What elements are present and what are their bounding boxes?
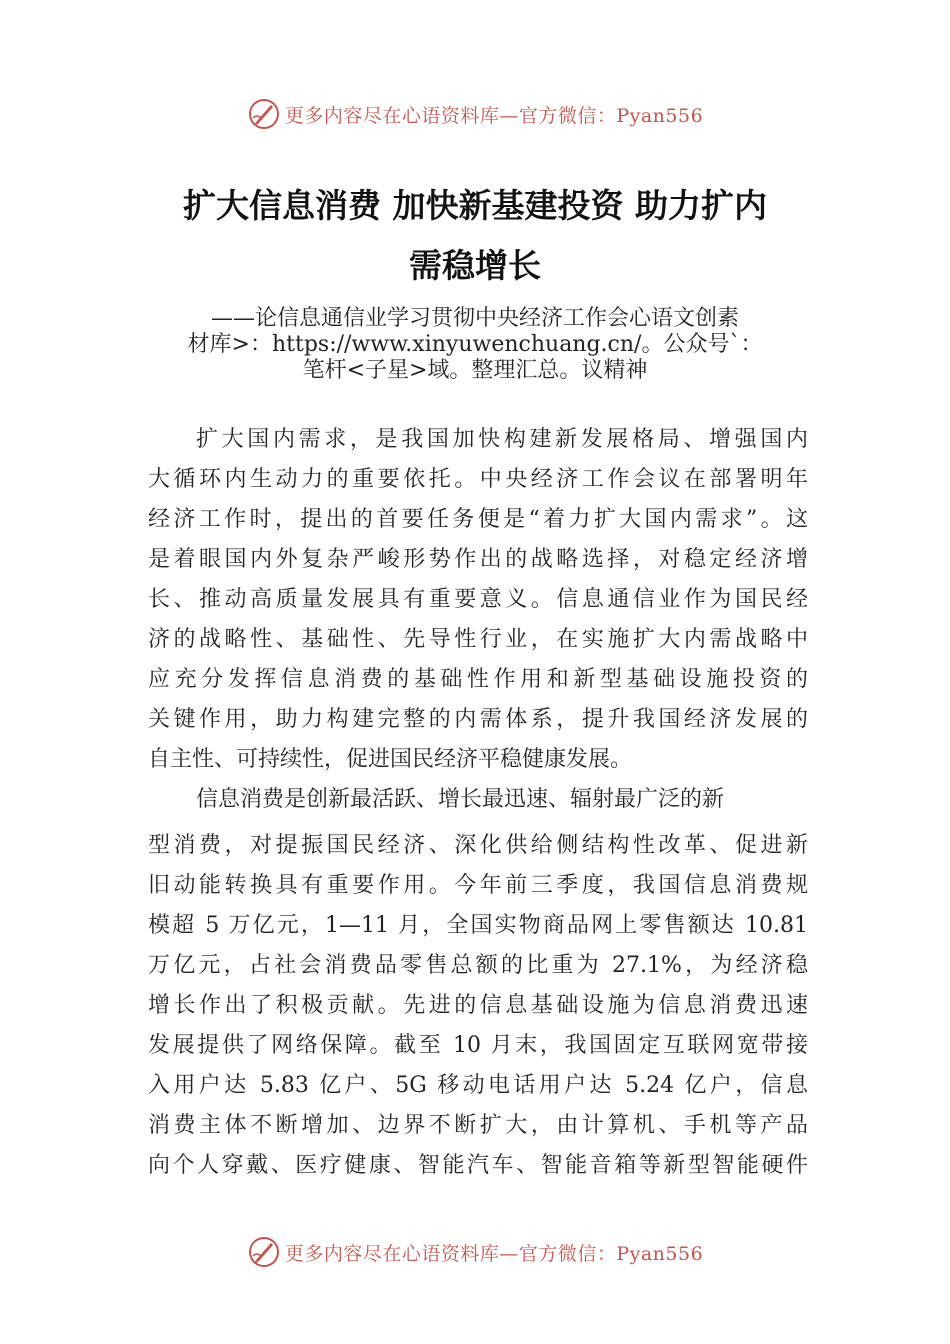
text-line: 消费主体不断增加、边界不断扩大，由计算机、手机等产品 <box>148 1113 808 1138</box>
document-title-line-1: 扩大信息消费 加快新基建投资 助力扩内 <box>183 186 767 225</box>
text-line: 济的战略性、基础性、先导性行业，在实施扩大内需战略中 <box>148 627 808 652</box>
quill-pen-logo-icon <box>247 1235 281 1269</box>
subtitle-line-3: 笔杆<子星>域。整理汇总。议精神 <box>302 358 648 383</box>
watermark-text: 更多内容尽在心语资料库—官方微信：Pyan556 <box>284 104 704 127</box>
text-line: 大循环内生动力的重要依托。中央经济工作会议在部署明年 <box>148 467 808 492</box>
text-line: 旧动能转换具有重要作用。今年前三季度，我国信息消费规 <box>148 873 808 898</box>
document-title-line-2: 需稳增长 <box>409 246 541 285</box>
text-line: 经济工作时，提出的首要任务便是“着力扩大国内需求”。这 <box>148 507 808 532</box>
text-line: 长、推动高质量发展具有重要意义。信息通信业作为国民经 <box>148 587 808 612</box>
text-line: 信息消费是创新最活跃、增长最迅速、辐射最广泛的新 <box>196 787 725 812</box>
text-line: 万亿元，占社会消费品零售总额的比重为 27.1%，为经济稳 <box>148 953 808 978</box>
watermark-banner-top <box>0 94 950 134</box>
text-line: 模超 5 万亿元，1—11 月，全国实物商品网上零售额达 10.81 <box>148 913 808 938</box>
text-line: 向个人穿戴、医疗健康、智能汽车、智能音箱等新型智能硬件 <box>148 1153 808 1178</box>
text-line: 关键作用，助力构建完整的内需体系，提升我国经济发展的 <box>148 707 808 732</box>
watermark-banner-bottom <box>0 1232 950 1272</box>
text-line: 增长作出了积极贡献。先进的信息基础设施为信息消费迅速 <box>148 993 808 1018</box>
text-line: 入用户达 5.83 亿户、5G 移动电话用户达 5.24 亿户，信息 <box>148 1073 808 1098</box>
watermark-text: 更多内容尽在心语资料库—官方微信：Pyan556 <box>284 1242 704 1265</box>
text-line: 应充分发挥信息消费的基础性作用和新型基础设施投资的 <box>148 667 808 692</box>
body-paragraph-2 <box>148 780 808 1186</box>
text-line: 型消费，对提振国民经济、深化供给侧结构性改革、促进新 <box>148 833 808 858</box>
subtitle-line-1: ——论信息通信业学习贯彻中央经济工作会心语文创素 <box>210 306 739 331</box>
text-line: 发展提供了网络保障。截至 10 月末，我国固定互联网宽带接 <box>148 1033 808 1058</box>
body-paragraph-1 <box>148 420 808 780</box>
quill-pen-logo-icon <box>247 97 281 131</box>
document-subtitle <box>150 306 800 384</box>
text-line: 自主性、可持续性，促进国民经济平稳健康发展。 <box>148 747 633 772</box>
subtitle-line-2: 材库>：https://www.xinyuwenchuang.cn/。公众号`： <box>187 332 763 357</box>
text-line: 是着眼国内外复杂严峻形势作出的战略选择，对稳定经济增 <box>148 547 808 572</box>
text-line: 扩大国内需求，是我国加快构建新发展格局、增强国内 <box>196 427 808 452</box>
